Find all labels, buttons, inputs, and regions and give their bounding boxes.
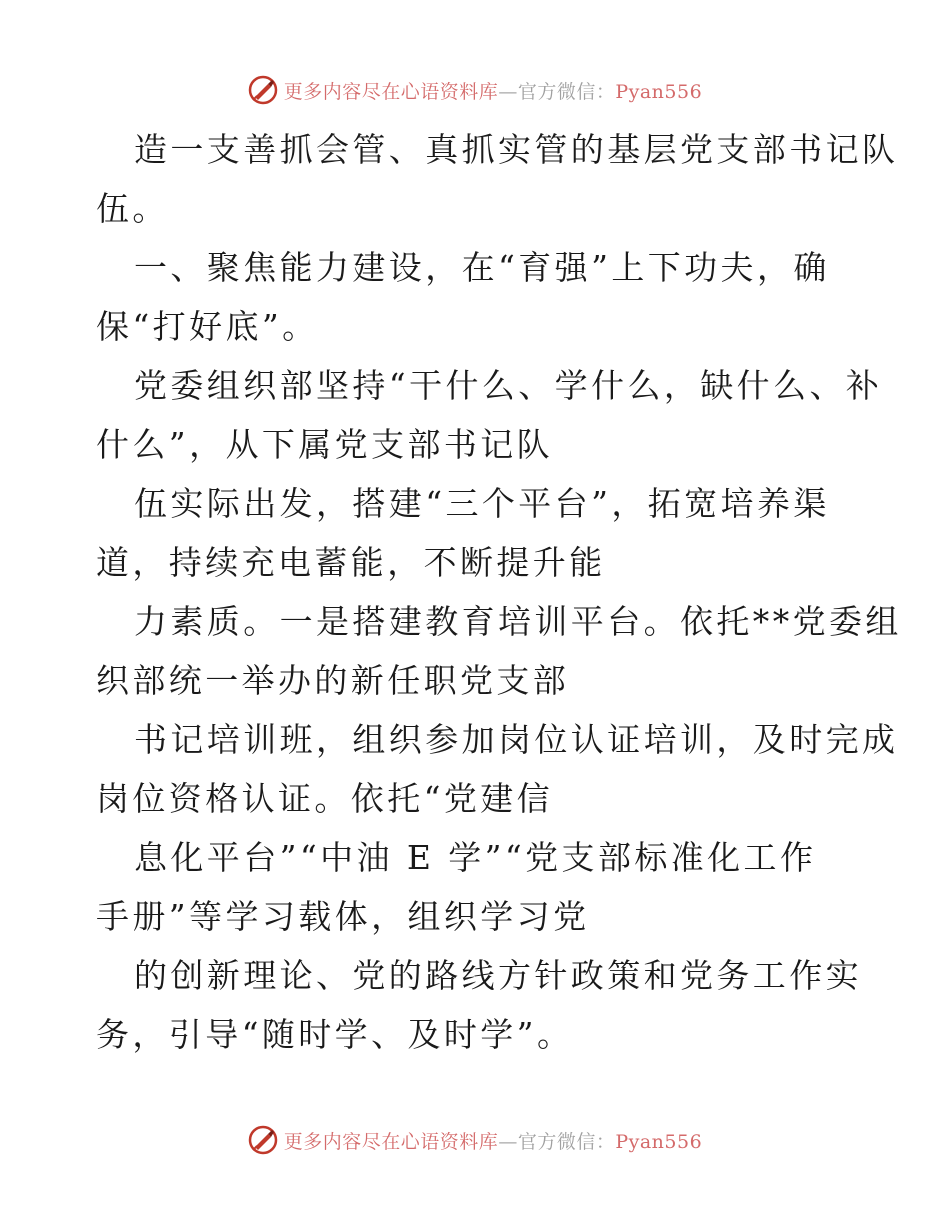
watermark-text <box>284 1127 702 1154</box>
text-line: 什么”，从下属党支部书记队 <box>96 425 554 464</box>
text-line: 手册”等学习载体，组织学习党 <box>96 897 590 936</box>
watermark-text <box>284 77 702 104</box>
watermark-official: 官方微信： <box>517 1130 616 1153</box>
watermark-separator: — <box>498 1130 518 1153</box>
document-body <box>96 120 902 1064</box>
section-heading-line: 保“打好底”。 <box>96 307 319 346</box>
text-line: 务，引导“随时学、及时学”。 <box>96 1015 574 1054</box>
pen-logo-icon <box>248 75 278 105</box>
watermark-main: 更多内容尽在心语资料库 <box>283 1130 499 1153</box>
text-line: 伍实际出发，搭建“三个平台”，拓宽培养渠 <box>134 484 830 523</box>
text-line: 岗位资格认证。依托“党建信 <box>96 779 554 818</box>
text-line: 伍。 <box>96 189 169 228</box>
footer-watermark <box>0 1120 950 1160</box>
header-watermark <box>0 70 950 110</box>
text-line: 道，持续充电蓄能，不断提升能 <box>96 543 606 582</box>
text-line: 的创新理论、党的路线方针政策和党务工作实 <box>134 956 862 995</box>
watermark-main: 更多内容尽在心语资料库 <box>283 80 499 103</box>
text-line: 书记培训班，组织参加岗位认证培训，及时完成 <box>134 720 899 759</box>
text-line: 息化平台”“中油 E 学”“党支部标准化工作 <box>134 838 817 877</box>
text-line: 造一支善抓会管、真抓实管的基层党支部书记队 <box>134 130 899 169</box>
watermark-separator: — <box>498 80 518 103</box>
text-line: 力素质。一是搭建教育培训平台。依托**党委组 <box>134 602 902 641</box>
section-heading-line: 一、聚焦能力建设，在“育强”上下功夫，确 <box>134 248 830 287</box>
pen-logo-icon <box>248 1125 278 1155</box>
watermark-official: 官方微信： <box>517 80 616 103</box>
text-line: 织部统一举办的新任职党支部 <box>96 661 570 700</box>
watermark-wechat-id: Pyan556 <box>615 80 703 103</box>
text-line: 党委组织部坚持“干什么、学什么，缺什么、补 <box>134 366 883 405</box>
watermark-wechat-id: Pyan556 <box>615 1130 703 1153</box>
